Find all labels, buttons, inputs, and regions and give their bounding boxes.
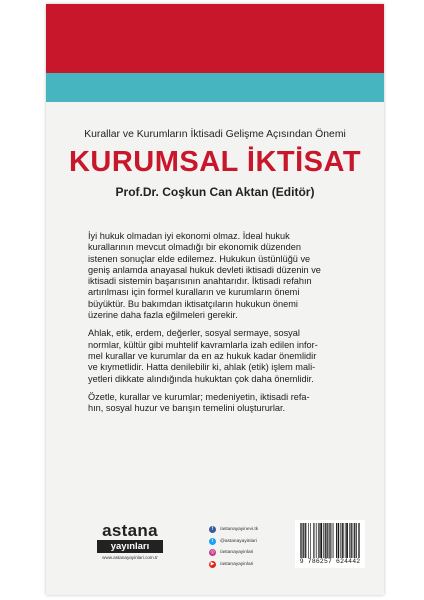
book-subtitle: Kurallar ve Kurumların İktisadi Gelişme Açısından Önemi — [84, 129, 346, 140]
barcode-bar — [345, 523, 346, 558]
barcode-bar — [320, 523, 321, 558]
barcode-bar — [343, 523, 344, 558]
blurb-line: geniş anlamda anayasal hukuk devleti iktisadi düzenin ve — [88, 264, 321, 275]
isbn-barcode — [295, 520, 365, 568]
barcode-bar — [340, 523, 341, 558]
book-title: KURUMSAL İKTİSAT — [68, 146, 362, 178]
barcode-bar — [339, 523, 340, 558]
blurb-line: kurallarının mevcut olmadığı bir ekonomik düzenden — [88, 242, 301, 253]
barcode-bar — [352, 523, 353, 558]
barcode-bar — [323, 523, 324, 558]
barcode-bar — [328, 523, 329, 558]
barcode-bar — [300, 523, 301, 558]
barcode-bar — [327, 523, 328, 558]
barcode-bar — [315, 523, 316, 558]
barcode-bar — [301, 523, 302, 558]
blurb-line: yetleri dikkate alındığında hukuktan çok daha önemlidir. — [88, 373, 314, 384]
blurb-line: istenen sonuçlar elde edilemez. Hukukun üstünlüğü ve — [88, 253, 311, 264]
barcode-bar — [318, 523, 319, 558]
blurb-line: hın, sosyal huzur ve barışın temelini oluştururlar. — [88, 403, 286, 414]
publisher-url: www.astanayayinlari.com.tr — [102, 555, 158, 560]
barcode-bar — [337, 523, 338, 558]
barcode-bar — [332, 523, 333, 558]
teal-band — [46, 73, 384, 102]
isbn-number: 9 786257 624442 — [299, 558, 361, 565]
barcode-bar — [338, 523, 339, 558]
barcode-bar — [351, 523, 352, 558]
blurb-line: ve kıymetlidir. Hatta denilebilir ki, ahlak (etik) işlem mali- — [88, 362, 316, 373]
barcode-bar — [351, 523, 352, 558]
blurb-line: normlar, kültür gibi muhtelif kavramlarla izah edilen infor- — [88, 339, 318, 350]
barcode-bar — [321, 523, 322, 558]
barcode-bar — [359, 523, 360, 558]
barcode-bar — [310, 523, 311, 558]
barcode-bar — [342, 523, 343, 558]
social-row-instagram — [209, 547, 279, 559]
blurb-line: Ahlak, etik, erdem, değerler, sosyal sermaye, sosyal — [88, 328, 300, 339]
barcode-bar — [326, 523, 327, 558]
blurb-line: artırılması için formel kuralların ve kurumların önemi — [88, 287, 300, 298]
barcode-bar — [342, 523, 343, 558]
barcode-bar — [306, 523, 307, 558]
book-back-cover — [46, 4, 384, 595]
twitter-icon: t — [209, 538, 216, 545]
barcode-bar — [356, 523, 357, 558]
barcode-bar — [319, 523, 320, 558]
barcode-bar — [303, 523, 304, 558]
blurb-line: Özetle, kurallar ve kurumlar; medeniyetin, iktisadi refa- — [88, 391, 310, 402]
blurb-paragraph-3 — [88, 392, 348, 415]
blurb-line: büyüktür. Bu bakımdan iktisatçıların hukukun önemi — [88, 298, 298, 309]
publisher-name-bottom: yayınları — [97, 540, 163, 553]
barcode-bar — [321, 523, 322, 558]
barcode-bar — [346, 523, 347, 558]
barcode-bar — [308, 523, 309, 558]
barcode-bar — [336, 523, 337, 558]
blurb-line: iktisadi sistemin başarısının anahtarıdır. İktisadi refahın — [88, 276, 312, 287]
barcode-bar — [356, 523, 357, 558]
social-row-twitter — [209, 536, 279, 548]
barcode-bar — [316, 523, 317, 558]
blurb — [88, 231, 348, 421]
red-top-band — [46, 4, 384, 73]
blurb-line: üzerine daha fazla eğilmeleri gerekir. — [88, 310, 238, 321]
barcode-bar — [304, 523, 305, 558]
facebook-icon: f — [209, 526, 216, 533]
barcode-bar — [329, 523, 330, 558]
barcode-bars — [300, 523, 360, 558]
book-author: Prof.Dr. Coşkun Can Aktan (Editör) — [115, 185, 315, 199]
barcode-bar — [325, 523, 326, 558]
instagram-icon: ◎ — [210, 549, 215, 556]
publisher-logo — [90, 523, 170, 560]
social-row-youtube — [209, 559, 279, 571]
barcode-bar — [354, 523, 355, 558]
social-links — [209, 524, 279, 570]
social-row-facebook — [209, 524, 279, 536]
social-label: /astanayayinlari — [220, 550, 254, 556]
barcode-bar — [347, 523, 348, 558]
youtube-icon: ▶ — [210, 560, 215, 567]
barcode-bar — [358, 523, 359, 558]
barcode-bar — [330, 523, 331, 558]
barcode-bar — [305, 523, 306, 558]
blurb-line: İyi hukuk olmadan iyi ekonomi olmaz. İdeal hukuk — [88, 231, 290, 241]
social-label: /astanayayinlari — [220, 561, 254, 567]
blurb-line: mel kurallar ve kurumlar da en az hukuk kadar önemlidir — [88, 350, 317, 361]
barcode-bar — [333, 523, 334, 558]
social-label: /astanayayinevi.tk — [220, 527, 259, 533]
publisher-name-top: astana — [102, 521, 158, 540]
barcode-bar — [303, 523, 304, 558]
barcode-bar — [349, 523, 350, 558]
barcode-bar — [313, 523, 314, 558]
social-label: @astanayayinlari — [220, 538, 257, 544]
barcode-bar — [325, 523, 326, 558]
blurb-paragraph-2 — [88, 328, 348, 384]
blurb-paragraph-1 — [88, 231, 348, 321]
barcode-bar — [354, 523, 355, 558]
barcode-bar — [347, 523, 348, 558]
